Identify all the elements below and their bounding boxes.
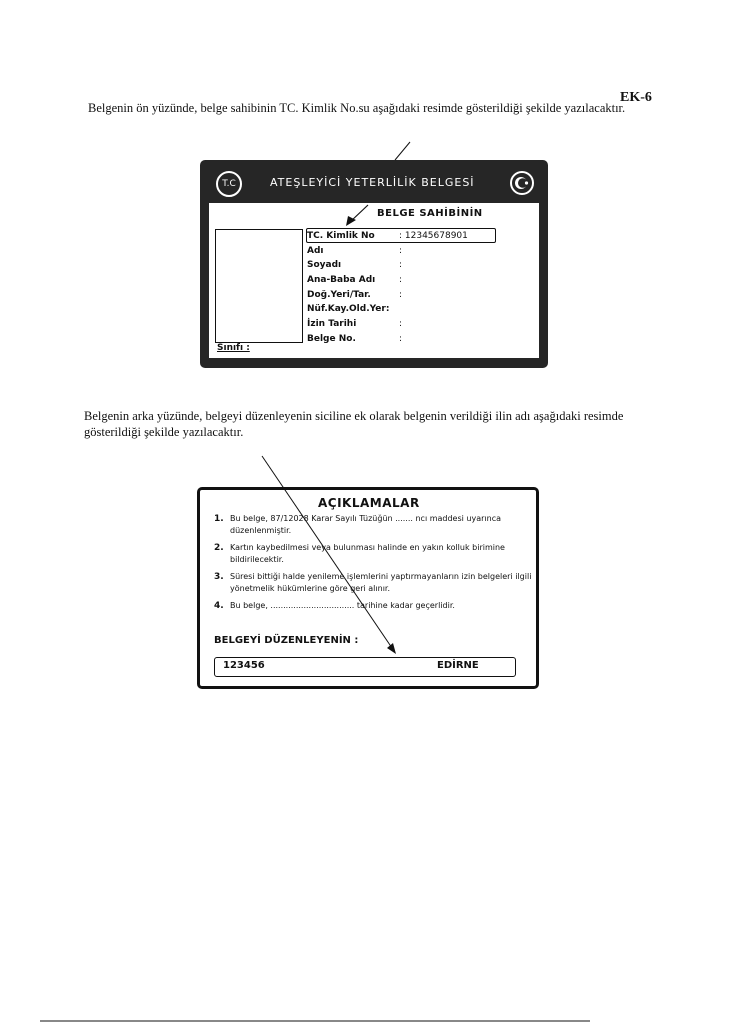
annex-label: EK-6 [620, 90, 652, 105]
issuer-label: BELGEYİ DÜZENLEYENİN : [214, 635, 359, 646]
back-instruction-text: Belgenin arka yüzünde, belgeyi düzenleyenin siciline ek olarak belgenin verildiği ilin adı aşağıdaki resimde gösterildiği şekilde yazılacaktır. [84, 409, 624, 439]
tc-emblem-icon: T.C [216, 171, 242, 197]
note-item: 4. Bu belge, ................................. tarihine kadar geçerlidir. [214, 601, 455, 611]
field-registry: Nüf.Kay.Old.Yer: [307, 304, 390, 315]
note-item: 3. Süresi bittiği halde yenileme işlemlerini yaptırmayanların izin belgeleri ilgili yönetmelik hükümlerine göre geri alınır. [214, 572, 532, 593]
arrow-line-front-top [395, 142, 410, 160]
field-tc-no: TC. Kimlik No : 12345678901 [307, 231, 468, 241]
field-birth: Doğ.Yeri/Tar. : [307, 289, 403, 300]
back-card-title: AÇIKLAMALAR [318, 496, 420, 510]
class-label: Sınıfı : [217, 343, 250, 353]
field-surname: Soyadı : [307, 260, 403, 271]
issuer-city: EDİRNE [437, 660, 479, 671]
field-parents: Ana-Baba Adı : [307, 275, 403, 286]
field-document-no: Belge No. : [307, 333, 403, 344]
field-permit-date: İzin Tarihi : [307, 319, 403, 330]
note-item: 2. Kartın kaybedilmesi veya bulunması halinde en yakın kolluk birimine bildirilecektir. [214, 543, 505, 564]
bottom-scan-line [40, 1020, 590, 1022]
arrow-line-back [262, 456, 392, 648]
issuer-code: 123456 [223, 660, 265, 671]
front-card-title: ATEŞLEYİCİ YETERLİLİK BELGESİ [270, 176, 475, 189]
note-item: 1. Bu belge, 87/12028 Karar Sayılı Tüzüğün ....... ncı maddesi uyarınca düzenlenmiştir. [214, 514, 501, 535]
front-instruction-text: Belgenin ön yüzünde, belge sahibinin TC. Kimlik No.su aşağıdaki resimde gösterildiği şekilde yazılacaktır. [88, 101, 626, 115]
arrow-head-back [387, 643, 396, 654]
holder-section-title: BELGE SAHİBİNİN [377, 208, 483, 219]
field-name: Adı : [307, 245, 403, 256]
